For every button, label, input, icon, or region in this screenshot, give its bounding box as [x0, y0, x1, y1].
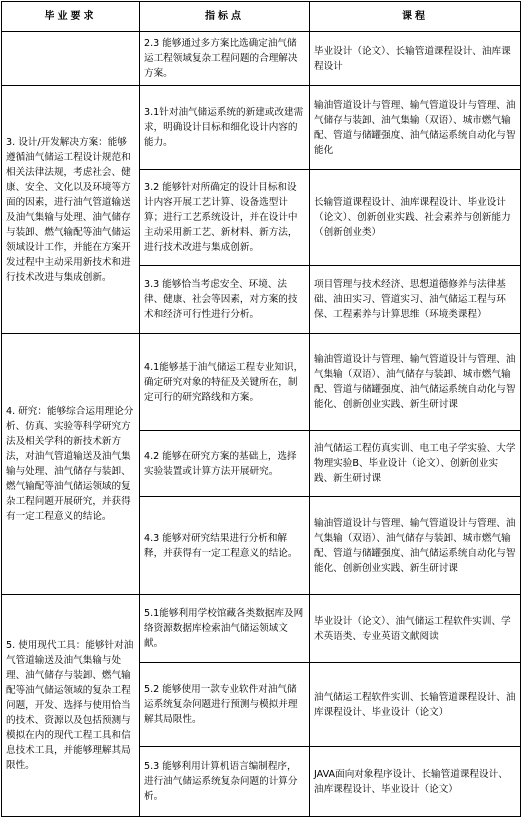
indicator-cell: 3.1针对油气储运系统的新建或改建需求，明确设计目标和细化设计内容的能力。: [140, 86, 310, 170]
header-indicator: 指标点: [140, 2, 310, 32]
indicator-cell: 5.1能够利用学校馆藏各类数据库及网络资源数据库检索油气储运领域文献。: [140, 595, 310, 663]
requirement-cell: 3. 设计/开发解决方案：能够遵循油气储运工程设计规范和相关法律法规，考虑社会、健康、安全、文化以及环境等方面的因素，进行油气管道输送及油气集输与处理、油气储存与装卸、燃气输配等油气储运领域设计工作，并能在方案开发过程中主动采用新技术和进行技术改进与集成创新。: [2, 86, 140, 334]
course-cell: 输油管道设计与管理、输气管道设计与管理、油气储存与装卸、油气集输（双语）、城市燃气输配、管道与储罐强度、油气储运系统自动化与智能化: [310, 86, 521, 170]
table-row: [2, 86, 521, 170]
course-cell: 毕业设计（论文）、油气储运工程软件实训、学术英语类、专业英语文献阅读: [310, 595, 521, 663]
table-row: [2, 32, 521, 86]
indicator-cell: 3.3 能够恰当考虑安全、环境、法律、健康、社会等因素，对方案的技术和经济可行性进行分析。: [140, 266, 310, 334]
indicator-cell: 4.3 能够对研究结果进行分析和解释，并获得有一定工程意义的结论。: [140, 497, 310, 595]
requirement-cell: 5. 使用现代工具：能够针对油气管道输送及油气集输与处理、油气储存与装卸、燃气输配等油气储运领域的复杂工程问题，开发、选择与使用恰当的技术、资源以及包括预测与模拟在内的现代工程工具和信息技术工具，并能够理解其局限性。: [2, 595, 140, 817]
course-cell: 毕业设计（论文）、长输管道课程设计、油库课程设计: [310, 32, 521, 86]
indicator-cell: 2.3 能够通过多方案比选确定油气储运工程领域复杂工程问题的合理解决方案。: [140, 32, 310, 86]
course-cell: 输油管道设计与管理、输气管道设计与管理、油气集输（双语）、油气储存与装卸、城市燃气输配、管道与储罐强度、油气储运系统自动化与智能化、创新创业实践、新生研讨课: [310, 334, 521, 431]
indicator-cell: 4.1能够基于油气储运工程专业知识，确定研究对象的特征及关键所在，制定可行的研究路线和方案。: [140, 334, 310, 431]
indicator-cell: 4.2 能够在研究方案的基础上，选择实验装置或计算方法开展研究。: [140, 431, 310, 497]
course-cell: 长输管道课程设计、油库课程设计、毕业设计（论文）、创新创业实践、社会素养与创新能力（创新创业类）: [310, 170, 521, 266]
indicator-cell: 3.2 能够针对所确定的设计目标和设计内容开展工艺计算、设备选型计算；进行工艺系统设计，并在设计中主动采用新工艺、新材料、新方法，进行技术改进与集成创新。: [140, 170, 310, 266]
course-cell: 油气储运工程仿真实训、电工电子学实验、大学物理实验B、毕业设计（论文）、创新创业实践、新生研讨课: [310, 431, 521, 497]
requirement-cell-2-continued: [2, 32, 140, 86]
header-course: 课程: [310, 2, 521, 32]
course-cell: JAVA面向对象程序设计、长输管道课程设计、油库课程设计、毕业设计（论文）: [310, 747, 521, 817]
indicator-cell: 5.2 能够使用一款专业软件对油气储运系统复杂问题进行预测与模拟并理解其局限性。: [140, 663, 310, 747]
table-row: [2, 595, 521, 663]
requirement-cell: 4. 研究：能够综合运用理论分析、仿真、实验等科学研究方法及相关学科的新技术新方法，对油气管道输送及油气集输与处理、油气储存与装卸、燃气输配等油气储运领域的复杂工程问题开展研究，并获得有一定工程意义的结论。: [2, 334, 140, 595]
indicator-cell: 5.3 能够利用计算机语言编制程序，进行油气储运系统复杂问题的计算分析。: [140, 747, 310, 817]
table-row: [2, 334, 521, 431]
course-cell: 项目管理与技术经济、思想道德修养与法律基础、油田实习、管道实习、油气储运工程与环保、工程素养与计算思维（环境类课程）: [310, 266, 521, 334]
course-cell: 油气储运工程软件实训、长输管道课程设计、油库课程设计、毕业设计（论文）: [310, 663, 521, 747]
table-header-row: [2, 2, 521, 32]
curriculum-mapping-table: [1, 1, 521, 817]
header-requirement: 毕业要求: [2, 2, 140, 32]
course-cell: 输油管道设计与管理、输气管道设计与管理、油气集输（双语）、油气储存与装卸、城市燃气输配、管道与储罐强度、油气储运系统自动化与智能化、创新创业实践、新生研讨课: [310, 497, 521, 595]
